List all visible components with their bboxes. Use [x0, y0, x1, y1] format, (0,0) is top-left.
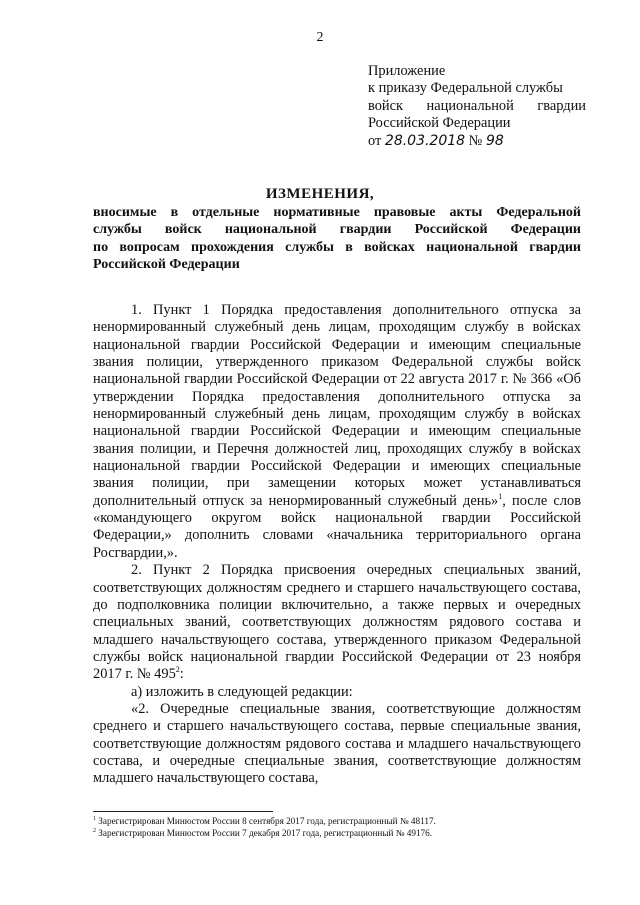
subtitle-line-4: Российской Федерации [93, 257, 240, 273]
order-number: 98 [486, 132, 504, 149]
appendix-date-line [368, 133, 586, 150]
appendix-order-ref: к приказу Федеральной службы [368, 80, 563, 97]
appendix-header [368, 63, 586, 150]
order-date: 28.03.2018 [384, 132, 466, 149]
footnote-text-1: Зарегистрирован Минюстом России 8 сентября 2017 года, регистрационный № 48117. [96, 816, 436, 826]
appendix-label: Приложение [368, 63, 446, 79]
document-title: ИЗМЕНЕНИЯ, [265, 186, 375, 202]
paragraph-1-tail: , после слов «командующего округом войск национальной гвардии Российской Федерации,» дополнить словами «начальника территориального органа Росгвардии,». [93, 492, 581, 561]
footnote-text-2: Зарегистрирован Минюстом России 7 декабря 2017 года, регистрационный № 49176. [96, 828, 433, 838]
page-number: 2 [316, 30, 324, 45]
footnote-ref-1: 1 [498, 491, 503, 501]
footnote-divider [93, 811, 273, 812]
document-body [93, 302, 581, 788]
number-prefix: № [465, 132, 487, 149]
document-subtitle [93, 204, 581, 274]
appendix-country: Российской Федерации [368, 115, 511, 132]
paragraph-1 [93, 302, 581, 562]
subtitle-line-2: службы войск национальной гвардии Российской Федерации [93, 222, 581, 238]
footnotes [93, 815, 581, 839]
paragraph-2-text: 2. Пункт 2 Порядка присвоения очередных специальных званий, соответствующих должностям среднего и старшего начальствующего состава, до подполковника полиции включительно, а также первых и очередных специальных званий, соответствующих должностям рядового состава и младшего начальствующего состава, утвержденного приказом Федеральной службы войск национальной гвардии Российской Федерации от 23 ноября 2017 г. № 495 [93, 562, 581, 683]
appendix-agency: войск национальной гвардии [368, 97, 586, 114]
footnote-1 [93, 815, 581, 827]
footnote-2 [93, 827, 581, 839]
paragraph-3: а) изложить в следующей редакции: [131, 683, 353, 700]
footnote-mark-2: 2 [93, 827, 96, 834]
paragraph-2 [93, 562, 581, 683]
paragraph-4: «2. Очередные специальные звания, соответствующие должностям среднего и старшего начальствующего состава, первые специальные звания, соответствующие должностям рядового состава и младшего начальствующего состава, и очередные специальные звания, соответствующие должностям младшего начальствующего состава, [93, 700, 581, 787]
subtitle-line-1: вносимые в отдельные нормативные правовые акты Федеральной [93, 205, 581, 220]
paragraph-2-tail: : [179, 666, 184, 683]
footnote-mark-1: 1 [93, 815, 96, 822]
subtitle-line-3: по вопросам прохождения службы в войсках национальной гвардии [93, 239, 581, 255]
footnote-ref-2: 2 [175, 665, 180, 675]
paragraph-1-text: 1. Пункт 1 Порядка предоставления дополнительного отпуска за ненормированный служебный день лицам, проходящим службу в войсках национальной гвардии Российской Федерации и имеющим специальные звания полиции, утвержденного приказом Федеральной службы войск национальной гвардии Российской Федерации от 22 августа 2017 г. № 366 «Об утверждении Порядка предоставления дополнительного отпуска за ненормированный служебный день лицам, проходящим службу в войсках национальной гвардии Российской Федерации и имеющим специальные звания полиции, и Перечня должностей лиц, проходящих службу в войсках национальной гвардии Российской Федерации и имеющих специальные звания полиции, при замещении которых может устанавливаться дополнительный отпуск за ненормированный служебный день» [93, 302, 581, 509]
date-prefix: от [368, 132, 385, 149]
